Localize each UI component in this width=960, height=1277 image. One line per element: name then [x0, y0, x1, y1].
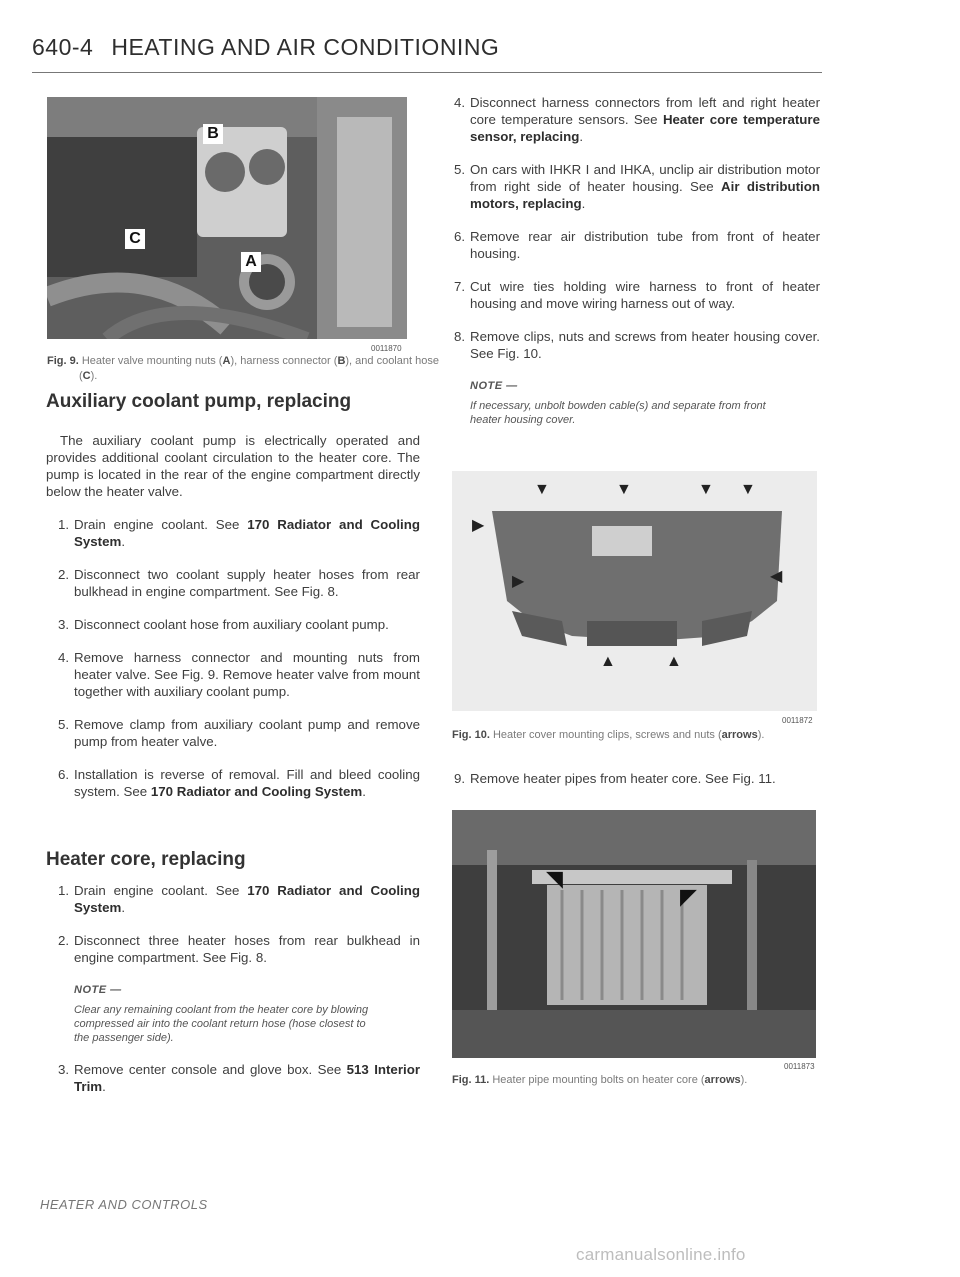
arrow-icon: ▲	[600, 653, 616, 670]
arrow-icon: ▲	[666, 653, 682, 670]
page-header	[32, 34, 822, 61]
fig11-caption: Fig. 11. Heater pipe mounting bolts on heater core (arrows).	[452, 1074, 748, 1086]
callout-c: C	[125, 229, 145, 249]
list-item: 3. Remove center console and glove box. See 513 Interior Trim.	[58, 1062, 420, 1094]
note-heading: NOTE —	[74, 984, 122, 996]
right-column-step-9	[442, 770, 820, 803]
heater-core-section	[46, 851, 420, 1111]
arrow-icon: ◀	[770, 568, 783, 585]
watermark: carmanualsonline.info	[576, 1245, 746, 1264]
callout-a: A	[241, 252, 261, 272]
arrow-icon: ▶	[512, 573, 525, 590]
list-item: 8. Remove clips, nuts and screws from heater housing cover. See Fig. 10.	[454, 329, 820, 361]
note-heading: NOTE —	[470, 380, 518, 392]
fig9-caption: Fig. 9. Heater valve mounting nuts (A), harness connector (B), and coolant hose (C).	[47, 355, 439, 382]
list-item: 5. On cars with IHKR I and IHKA, unclip air distribution motor from right side of heater housing. See Air distribution motors, replacing.	[454, 162, 820, 211]
page-number: 640-4	[32, 34, 94, 60]
chapter-title: HEATING AND AIR CONDITIONING	[111, 34, 500, 60]
fig10-photo	[452, 471, 817, 711]
list-item: 5. Remove clamp from auxiliary coolant pump and remove pump from heater valve.	[58, 717, 420, 749]
fig11-label: Fig. 11.	[452, 1074, 490, 1086]
heater-core-note	[46, 982, 374, 1045]
fig10-id: 0011872	[782, 716, 813, 725]
list-item: 6. Remove rear air distribution tube from front of heater housing.	[454, 229, 820, 261]
arrow-icon: ▶	[472, 517, 485, 534]
fig9-id: 0011870	[371, 344, 402, 353]
fig10-label: Fig. 10.	[452, 729, 490, 741]
footer-section-title: HEATER AND CONTROLS	[40, 1197, 208, 1212]
fig11-photo	[452, 810, 816, 1058]
arrow-icon: ◤	[680, 884, 697, 909]
fig9-label: Fig. 9.	[47, 355, 79, 367]
right-column-steps	[442, 94, 820, 427]
arrow-icon: ◥	[546, 866, 563, 891]
list-item: 2. Disconnect three heater hoses from rear bulkhead in engine compartment. See Fig. 8.	[58, 933, 420, 965]
aux-pump-steps	[46, 516, 420, 800]
list-item: 1. Drain engine coolant. See 170 Radiator and Cooling System.	[58, 883, 420, 915]
list-item: 2. Disconnect two coolant supply heater hoses from rear bulkhead in engine compartment. See Fig. 8.	[58, 567, 420, 599]
arrow-icon: ▼	[698, 481, 714, 498]
fig10-caption: Fig. 10. Heater cover mounting clips, screws and nuts (arrows).	[452, 729, 765, 741]
arrow-icon: ▼	[740, 481, 756, 498]
heater-core-heading: Heater core, replacing	[46, 849, 246, 870]
note-body: Clear any remaining coolant from the heater core by blowing compressed air into the coolant return hose (hose closest to the passenger side).	[74, 1004, 369, 1044]
callout-b: B	[203, 124, 223, 144]
right-steps-b	[442, 770, 820, 787]
note-body: If necessary, unbolt bowden cable(s) and separate from front heater housing cover.	[470, 400, 766, 426]
aux-pump-section	[46, 393, 420, 816]
fig9-photo	[47, 97, 407, 339]
right-steps-a	[442, 94, 820, 362]
list-item: 4. Disconnect harness connectors from left and right heater core temperature sensors. See Heater core temperature sensor, replacing.	[454, 95, 820, 144]
arrow-icon: ▼	[616, 481, 632, 498]
heater-core-steps-b	[46, 1061, 420, 1095]
list-item: 4. Remove harness connector and mounting nuts from heater valve. See Fig. 9. Remove heater valve from mount together with auxiliary coolant pump.	[58, 650, 420, 699]
right-note	[442, 378, 770, 427]
header-rule	[32, 72, 822, 73]
list-item: 7. Cut wire ties holding wire harness to front of heater housing and move wiring harness out of way.	[454, 279, 820, 311]
list-item: 6. Installation is reverse of removal. Fill and bleed cooling system. See 170 Radiator and Cooling System.	[58, 767, 420, 799]
fig11-id: 0011873	[784, 1062, 815, 1071]
arrow-icon: ▼	[534, 481, 550, 498]
aux-pump-intro: The auxiliary coolant pump is electrically operated and provides additional coolant circulation to the heater core. The pump is located in the rear of the engine compartment directly below the heater valve.	[46, 433, 420, 499]
aux-pump-heading: Auxiliary coolant pump, replacing	[46, 391, 352, 412]
list-item: 9. Remove heater pipes from heater core. See Fig. 11.	[454, 771, 776, 786]
heater-core-steps-a	[46, 882, 420, 966]
list-item: 1. Drain engine coolant. See 170 Radiator and Cooling System.	[58, 517, 420, 549]
list-item: 3. Disconnect coolant hose from auxiliary coolant pump.	[58, 617, 389, 632]
